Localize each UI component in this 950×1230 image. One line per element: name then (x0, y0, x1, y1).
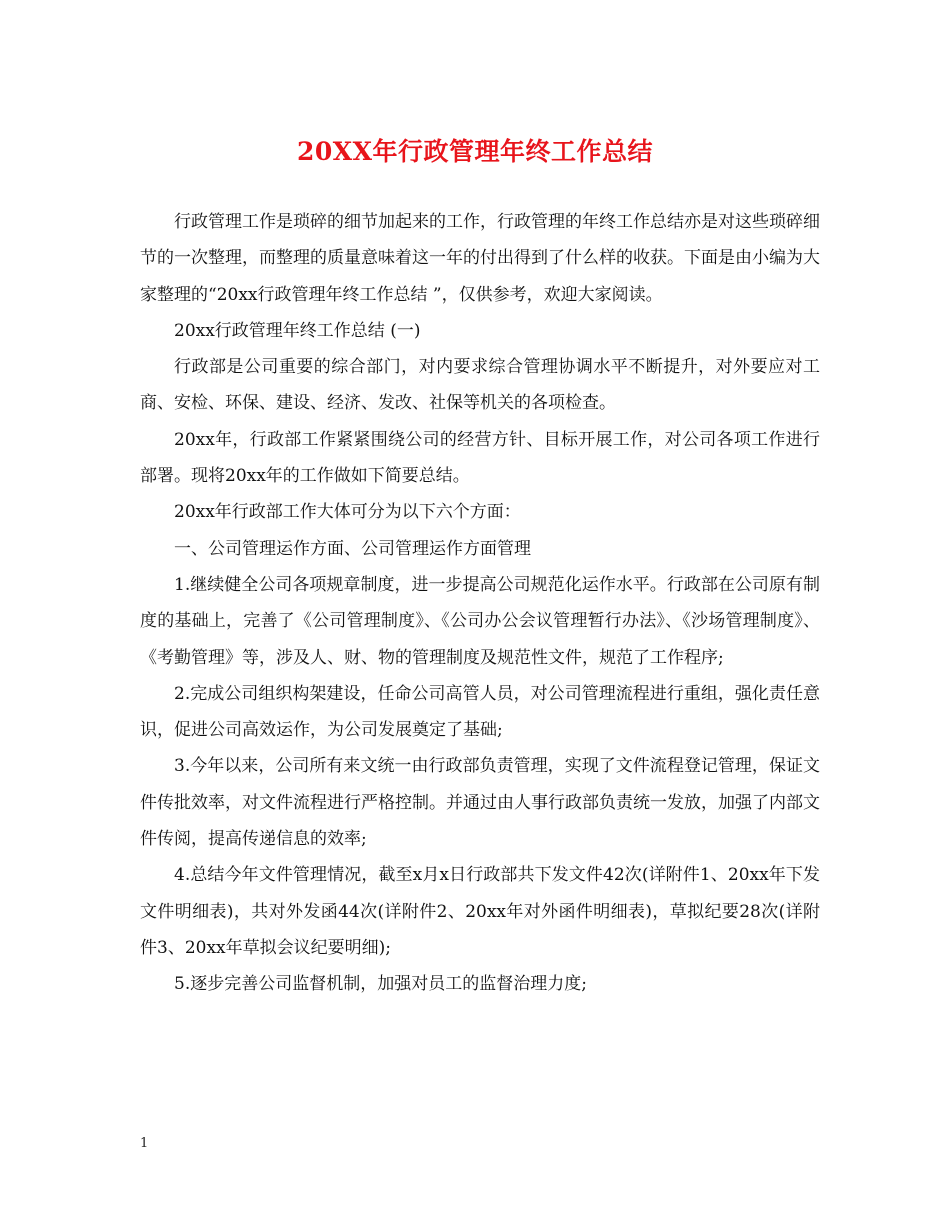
page-number: 1 (140, 1136, 149, 1151)
paragraph: 20xx年，行政部工作紧紧围绕公司的经营方针、目标开展工作，对公司各项工作进行部署。现将20xx年的工作做如下简要总结。 (140, 429, 820, 487)
list-item: 4.总结今年文件管理情况，截至x月x日行政部共下发文件42次(详附件1、20xx年下发文件明细表)，共对外发函44次(详附件2、20xx年对外函件明细表)，草拟纪要28次(详附件3、20xx年草拟会议纪要明细); (140, 865, 820, 958)
subsection-heading: 一、公司管理运作方面、公司管理运作方面管理 (174, 538, 531, 559)
section-heading: 20xx行政管理年终工作总结 (一) (174, 320, 421, 341)
paragraph: 20xx年行政部工作大体可分为以下六个方面： (174, 502, 521, 523)
list-item: 3.今年以来，公司所有来文统一由行政部负责管理，实现了文件流程登记管理，保证文件传批效率，对文件流程进行严格控制。并通过由人事行政部负责统一发放，加强了内部文件传阅，提高传递信息的效率; (140, 756, 820, 850)
list-item: 1.继续健全公司各项规章制度，进一步提高公司规范化运作水平。行政部在公司原有制度的基础上，完善了《公司管理制度》、《公司办公会议管理暂行办法》、《沙场管理制度》、《考勤管理》等，涉及人、财、物的管理制度及规范性文件，规范了工作程序; (140, 574, 820, 668)
paragraph-intro: 行政管理工作是琐碎的细节加起来的工作，行政管理的年终工作总结亦是对这些琐碎细节的一次整理，而整理的质量意味着这一年的付出得到了什么样的收获。下面是由小编为大家整理的“20xx行政管理年终工作总结 ”，仅供参考，欢迎大家阅读。 (140, 212, 820, 305)
paragraph: 行政部是公司重要的综合部门，对内要求综合管理协调水平不断提升，对外要应对工商、安检、环保、建设、经济、发改、社保等机关的各项检查。 (140, 357, 820, 414)
list-item: 5.逐步完善公司监督机制，加强对员工的监督治理力度; (174, 974, 587, 995)
list-item: 2.完成公司组织构架建设，任命公司高管人员，对公司管理流程进行重组，强化责任意识，促进公司高效运作，为公司发展奠定了基础; (140, 683, 820, 741)
document-body (140, 204, 820, 1003)
document-title: 20XX年行政管理年终工作总结 (296, 137, 654, 166)
